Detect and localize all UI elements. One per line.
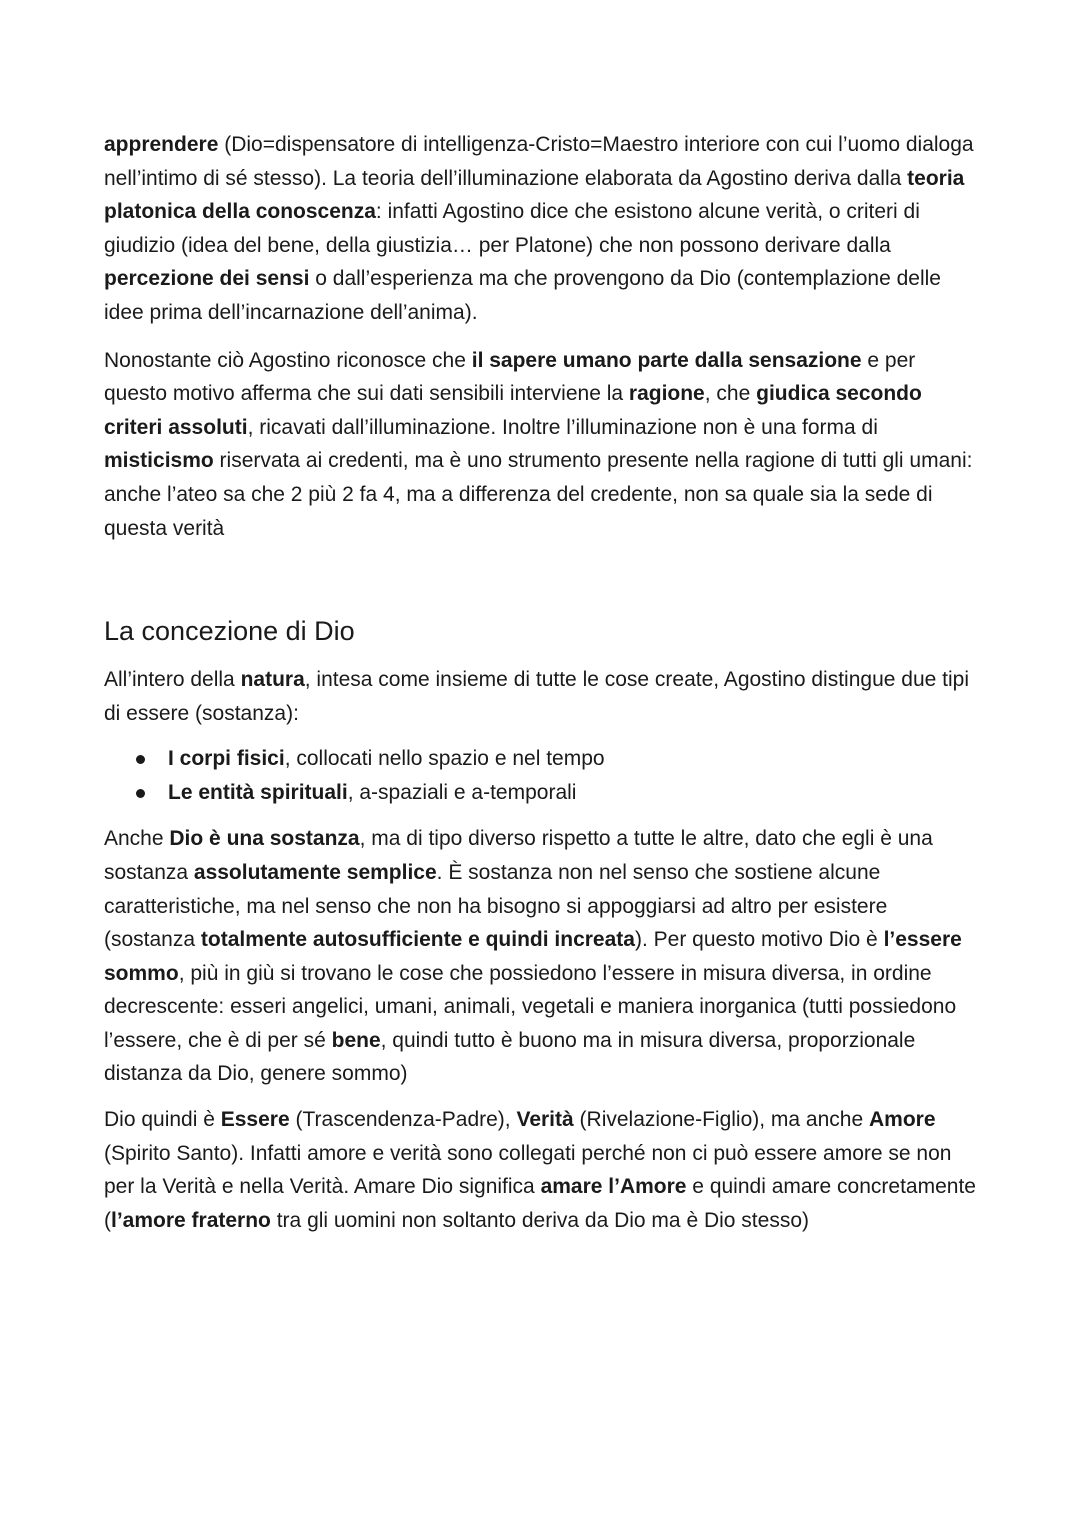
text-run: (Spirito Santo). Infatti amore e verità sono collegati perché non ci può essere amore se non per la Verità e nella Verità. Amare Dio significa — [104, 1141, 952, 1199]
text-run: (Rivelazione-Figlio), ma anche — [573, 1108, 869, 1132]
text-run: o dall’esperienza ma che provengono da Dio (contemplazione delle idee prima dell’incarnazione dell’anima). — [104, 267, 941, 324]
text-run: . È sostanza non nel senso che sostiene alcune caratteristiche, ma nel senso che non ha bisogno si appoggiarsi ad altro per esistere (sostanza — [104, 860, 888, 952]
bold-term: misticismo — [104, 449, 214, 473]
bold-term: teoria platonica della conoscenza — [104, 166, 965, 224]
bullet-list — [104, 742, 984, 810]
bold-term: ragione — [628, 382, 705, 406]
text-run: ). Per questo motivo Dio è — [634, 928, 884, 952]
paragraph-god-love — [104, 1103, 984, 1237]
text-run: , quindi tutto è buono ma in misura diversa, proporzionale distanza da Dio, genere sommo) — [104, 1028, 916, 1086]
text-run: Nonostante ciò Agostino riconosce che — [104, 348, 472, 372]
bold-term: giudica secondo criteri assoluti — [104, 382, 922, 439]
section-heading: La concezione di Dio — [104, 616, 355, 647]
text-run: All’intero della — [104, 668, 241, 692]
list-item — [136, 776, 984, 810]
bullet-icon — [136, 755, 145, 764]
text-run: , ma di tipo diverso rispetto a tutte le altre, dato che egli è una sostanza — [104, 827, 933, 884]
bullet-icon — [136, 789, 145, 798]
text-run: , a-spaziali e a-temporali — [347, 781, 577, 805]
bold-term: I corpi fisici — [168, 747, 285, 771]
bold-term: Le entità spirituali — [168, 781, 348, 805]
paragraph-knowledge — [104, 344, 984, 546]
bold-term: Verità — [516, 1108, 574, 1132]
text-run: tra gli uomini non soltanto deriva da Dio ma è Dio stesso) — [270, 1208, 809, 1232]
bold-term: apprendere — [104, 133, 219, 156]
bold-term: l’amore fraterno — [111, 1208, 271, 1232]
bold-term: percezione dei sensi — [104, 267, 310, 291]
paragraph-illumination — [104, 128, 984, 330]
text-run: riservata ai credenti, ma è uno strumento presente nella ragione di tutti gli umani: anche l’ateo sa che 2 più 2 fa 4, ma a differenza del credente, non sa quale sia la sede di questa verità — [104, 449, 973, 540]
text-run: , che — [704, 382, 757, 406]
bold-term: natura — [240, 668, 305, 692]
bold-term: il sapere umano parte dalla sensazione — [471, 348, 862, 372]
bold-term: Amore — [869, 1108, 936, 1132]
text-run: Anche — [104, 827, 170, 851]
bold-term: assolutamente semplice — [193, 860, 437, 884]
bold-term: l’essere sommo — [104, 928, 962, 985]
bold-term: amare l’Amore — [540, 1175, 687, 1199]
bold-term: bene — [331, 1028, 381, 1052]
text-run: , ricavati dall’illuminazione. Inoltre l’illuminazione non è una forma di — [247, 415, 878, 439]
text-run: , collocati nello spazio e nel tempo — [284, 747, 605, 771]
text-run: Dio quindi è — [104, 1108, 221, 1132]
paragraph-god-substance — [104, 822, 984, 1091]
text-run: : infatti Agostino dice che esistono alcune verità, o criteri di giudizio (idea del bene, della giustizia… per Platone) che non possono derivare dalla — [104, 200, 920, 257]
bold-term: totalmente autosufficiente e quindi increata — [200, 928, 635, 952]
text-run: , più in giù si trovano le cose che possiedono l’essere in misura diversa, in ordine decrescente: esseri angelici, umani, animali, vegetali e maniera inorganica (tutti possiedono l’essere, che è di per sé — [104, 961, 957, 1052]
document-page — [104, 128, 984, 1237]
text-run: e quindi amare concretamente ( — [104, 1175, 976, 1232]
bold-term: Essere — [220, 1108, 290, 1132]
text-run: (Trascendenza-Padre), — [289, 1108, 517, 1132]
text-run: e per questo motivo afferma che sui dati sensibili interviene la — [104, 348, 916, 406]
paragraph-nature — [104, 663, 984, 730]
text-run: (Dio=dispensatore di intelligenza-Cristo=Maestro interiore con cui l’uomo dialoga nell’intimo di sé stesso). La teoria dell’illuminazione elaborata da Agostino deriva dalla — [104, 133, 974, 190]
bold-term: Dio è una sostanza — [169, 827, 360, 851]
text-run: , intesa come insieme di tutte le cose create, Agostino distingue due tipi di essere (sostanza): — [104, 668, 969, 725]
list-item — [136, 742, 984, 776]
